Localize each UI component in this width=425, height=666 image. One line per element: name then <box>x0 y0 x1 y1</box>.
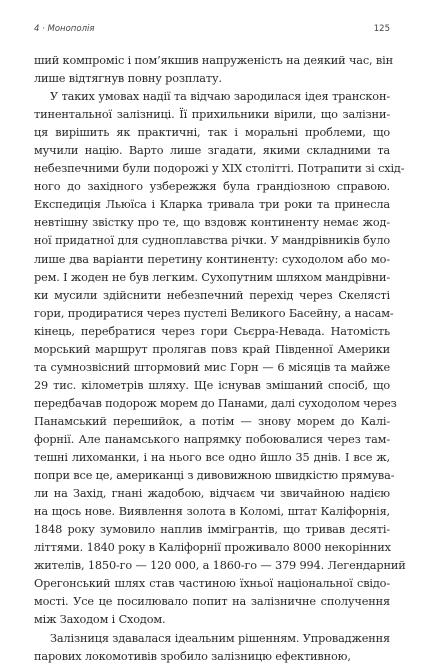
text-line: літтями. 1840 року в Каліфорнії проживало 8000 некорінних <box>34 541 391 555</box>
text-line: тинентальної залізниці. Її прихильники вірили, що залізни- <box>34 108 390 122</box>
text-line: Панамський перешийок, а потім — знову морем до Калі- <box>34 414 390 428</box>
body-text <box>34 52 406 666</box>
text-line: Експедиція Льюїса і Кларка тривала три роки та принесла <box>34 198 390 212</box>
text-line: ного до західного узбережжя була грандіозною справою. <box>34 180 390 194</box>
text-line: форнії. Але панамського напрямку побоювалися через там- <box>34 432 390 446</box>
running-head <box>34 24 390 38</box>
text-line: ця вирішить як практичні, так і моральні проблеми, що <box>34 126 390 140</box>
chapter-title: 4 · Монополія <box>34 24 95 34</box>
text-line: 29 тис. кілометрів шляху. Ще існував змішаний спосіб, що <box>34 378 390 392</box>
page-number: 125 <box>373 24 390 34</box>
text-line: передбачав подорож морем до Панами, далі суходолом через <box>34 396 397 410</box>
text-line: рем. І жоден не був легким. Сухопутним шляхом мандрівни- <box>34 270 390 284</box>
paragraph <box>34 630 390 666</box>
text-line: між Заходом і Сходом. <box>34 613 166 627</box>
text-line: небезпечними були подорожі у XIX столітті. Потрапити зі схід- <box>34 162 405 176</box>
text-line: попри все це, американці з дивовижною швидкістю прямува- <box>34 469 395 483</box>
text-line: Орегонський шлях став частиною їхньої національної свідо- <box>34 577 390 591</box>
text-line: гори, продиратися через пустелі Великого Басейну, а насам- <box>34 306 394 320</box>
paragraph <box>34 52 393 88</box>
text-line: лише відтягнув повну розплату. <box>34 72 222 86</box>
text-line: ки мусили здійснити небезпечний перехід через Скелясті <box>34 288 390 302</box>
text-line: парових локомотивів зробило залізницю ефективною, <box>34 649 351 663</box>
text-line: кінець, перебратися через гори Сьєрра-Невада. Натомість <box>34 324 390 338</box>
text-line: ної придатної для судноплавства річки. У мандрівників було <box>34 234 390 248</box>
text-line: морський маршрут пролягав повз край Південної Америки <box>34 342 390 356</box>
text-line: лише два варіанти перетину континенту: суходолом або мо- <box>34 252 390 266</box>
text-line: 1848 року зумовило наплив іммігрантів, що тривав десяті- <box>34 523 390 537</box>
text-line: ли на Захід, гнані жадобою, відчаєм чи звичайною надією <box>34 487 390 501</box>
paragraph <box>34 88 406 629</box>
text-line: тешні лихоманки, і на нього все одно йшло 35 днів. І все ж, <box>34 451 390 465</box>
text-line: ший компроміс і пом’якшив напруженість на деякий час, він <box>34 54 393 67</box>
text-line: жителів, 1850-го — 120 000, а 1860-го — 379 994. Легендарний <box>34 559 406 573</box>
text-line: мучили націю. Варто лише згадати, якими складними та <box>34 144 390 158</box>
text-line: невтішну звістку про те, що вздовж континенту немає жод- <box>34 216 390 230</box>
text-line: У таких умовах надії та відчаю зародилася ідея транскон- <box>50 90 390 104</box>
text-line: на щось нове. Виявлення золота в Коломі, штат Каліфорнія, <box>34 505 390 519</box>
text-line: Залізниця здавалася ідеальним рішенням. Упровадження <box>50 631 390 645</box>
text-line: мості. Усе це посилювало попит на залізничне сполучення <box>34 595 390 609</box>
text-line: та сумнозвісний штормовий мис Горн — 6 місяців та майже <box>34 360 390 374</box>
